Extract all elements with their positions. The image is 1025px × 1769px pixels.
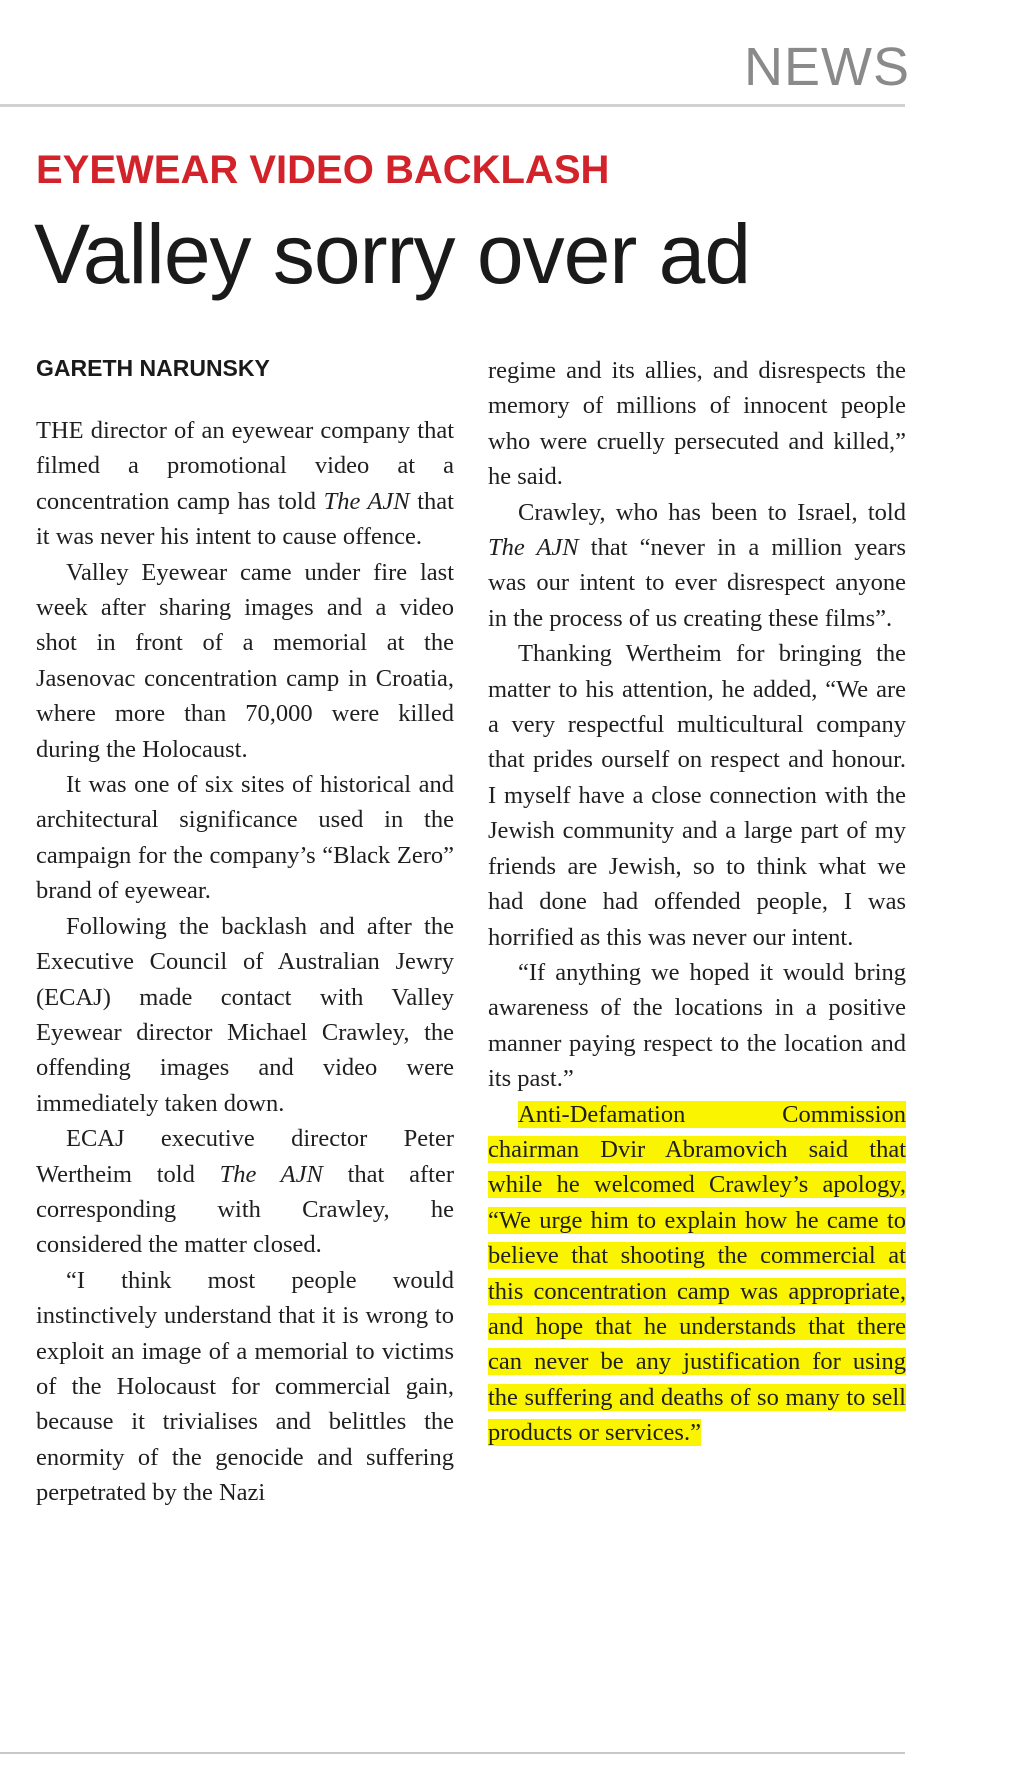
article-headline: Valley sorry over ad	[34, 207, 751, 301]
paragraph-8: Thanking Wertheim for bringing the matter to his attention, he added, “We are a very respectful multicultural company that prides ourself on respect and honour. I myself have a close connection with the Jewish community and a large part of my friends are Jewish, so to think what we had done had offended people, I was horrified as this was never our intent.	[488, 640, 906, 951]
paragraph-6-continued: regime and its allies, and disrespects the memory of millions of innocent people who were cruelly persecuted and killed,” he said.	[488, 357, 906, 491]
paragraph-3: It was one of six sites of historical and architectural significance used in the campaign for the company’s “Black Zero” brand of eyewear.	[36, 771, 454, 905]
article-column-left	[36, 413, 454, 1511]
article-column-right	[488, 353, 906, 1451]
article-byline: GARETH NARUNSKY	[36, 355, 270, 381]
section-label: NEWS	[744, 37, 910, 97]
bottom-divider	[0, 1752, 905, 1754]
publication-name: The AJN	[219, 1160, 323, 1188]
publication-name: The AJN	[323, 487, 410, 515]
paragraph-4: Following the backlash and after the Executive Council of Australian Jewry (ECAJ) made contact with Valley Eyewear director Michael Crawley, the offending images and video were immediately taken down.	[36, 912, 454, 1117]
highlighted-text: Anti-Defamation Commission chairman Dvir Abramovich said that while he welcomed Crawley’s apology, “We urge him to explain how he came to believe that shooting the commercial at this concentration camp was appropriate, and hope that he understands that there can never be any justification for using the suffering and deaths of so many to sell products or services.”	[488, 1100, 906, 1447]
top-divider	[0, 104, 905, 107]
paragraph-5: ECAJ executive director Peter Wertheim told The AJN that after corresponding with Crawley, he considered the matter closed.	[36, 1125, 454, 1259]
paragraph-1: THE director of an eyewear company that filmed a promotional video at a concentration camp has told The AJN that it was never his intent to cause offence.	[36, 417, 454, 551]
paragraph-2: Valley Eyewear came under fire last week after sharing images and a video shot in front of a memorial at the Jasenovac concentration camp in Croatia, where more than 70,000 were killed during the Holocaust.	[36, 558, 454, 763]
paragraph-6: “I think most people would instinctively understand that it is wrong to exploit an image of a memorial to victims of the Holocaust for commercial gain, because it trivialises and belittles the enormity of the genocide and suffering perpetrated by the Nazi	[36, 1266, 454, 1507]
publication-name: The AJN	[488, 534, 579, 562]
paragraph-7: Crawley, who has been to Israel, told The AJN that “never in a million years was our intent to ever disrespect anyone in the process of us creating these films”.	[488, 498, 906, 632]
paragraph-9: “If anything we hoped it would bring awareness of the locations in a positive manner paying respect to the location and its past.”	[488, 958, 906, 1093]
article-kicker: EYEWEAR VIDEO BACKLASH	[36, 148, 610, 192]
paragraph-10-highlighted	[488, 1097, 906, 1451]
